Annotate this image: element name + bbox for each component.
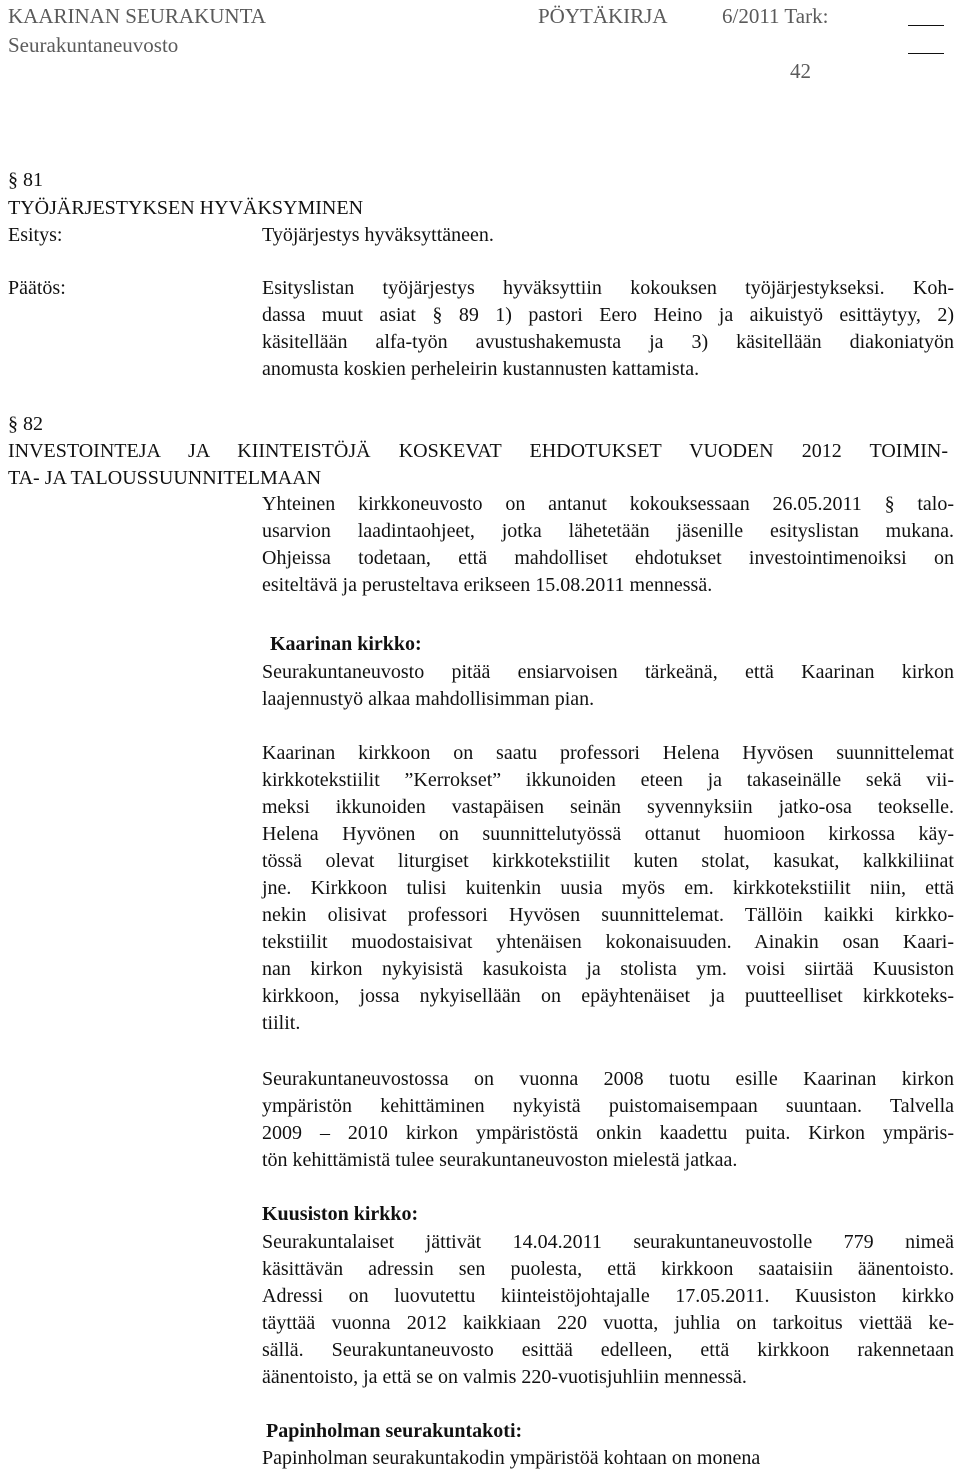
sec82-title-line: INVESTOINTEJA JA KIINTEISTÖJÄ KOSKEVAT EHDOTUKSET VUODEN 2012 TOIMIN- [8,440,948,462]
kaarinan-p2-line: Helena Hyvönen on suunnittelutyössä ottanut huomioon kirkossa käy- [262,823,954,845]
kuusiston-heading: Kuusiston kirkko: [262,1203,419,1225]
kaarinan-p3-line: tön kehittämistä tulee seurakuntaneuvoston mielestä jatkaa. [262,1149,738,1171]
sec81-paatos-text [262,275,954,383]
kaarinan-p3-line: ympäristön kehittäminen nykyistä puistomaisempaan suuntaan. Talvella [262,1095,954,1117]
kaarinan-p3 [262,1066,954,1174]
header-org: KAARINAN SEURAKUNTA [8,4,266,28]
kuusiston-line: Adressi on luovutettu kiinteistöjohtajalle 17.05.2011. Kuusiston kirkko [262,1285,954,1307]
kaarinan-p3-line: Seurakuntaneuvostossa on vuonna 2008 tuotu esille Kaarinan kirkon [262,1068,954,1090]
kaarinan-p2-line: tekstiilit muodostaisivat yhtenäisen kokonaisuuden. Ainakin osan Kaari- [262,931,954,953]
intro-line: Yhteinen kirkkoneuvosto on antanut kokouksessaan 26.05.2011 § talo- [262,493,954,515]
header-second-line [908,53,944,54]
kaarinan-heading: Kaarinan kirkko: [270,633,422,655]
kaarinan-p1-line: Seurakuntaneuvosto pitää ensiarvoisen tärkeänä, että Kaarinan kirkon [262,661,954,683]
sec81-esitys-text: Työjärjestys hyväksyttäneen. [262,224,494,246]
kaarinan-p2-line: tiilit. [262,1012,301,1034]
kaarinan-p2-line: nan kirkon nykyisistä kasukoista ja stolista ym. voisi siirtää Kuusiston [262,958,954,980]
kuusiston-line: sällä. Seurakuntaneuvosto esittää edelleen, että kirkkoon rakennetaan [262,1339,954,1361]
section-sign: § [8,169,18,191]
sec81-paatos-label: Päätös: [8,277,66,299]
kaarinan-p3-line: 2009 – 2010 kirkon ympäristöstä onkin kaadettu puita. Kirkon ympäris- [262,1122,954,1144]
sec81-title: TYÖJÄRJESTYKSEN HYVÄKSYMINEN [8,197,364,219]
sec82-intro [262,491,954,599]
papinholma-line: Papinholman seurakuntakodin ympäristöä kohtaan on monena [262,1447,761,1469]
papinholma-heading: Papinholman seurakuntakoti: [266,1420,523,1442]
sec82-title-line: TA- JA TALOUSSUUNNITELMAAN [8,467,322,489]
kuusiston-line: äänentoisto, ja että se on valmis 220-vuotisjuhliin mennessä. [262,1366,747,1388]
kaarinan-p2-line: Kaarinan kirkkoon on saatu professori Helena Hyvösen suunnittelemat [262,742,954,764]
paatos-line: Esityslistan työjärjestys hyväksyttiin kokouksen työjärjestykseksi. Koh- [262,277,954,299]
page-number: 42 [790,59,811,83]
header-doc-type: PÖYTÄKIRJA [538,4,668,28]
kaarinan-p1-line: laajennustyö alkaa mahdollisimman pian. [262,688,595,710]
kuusiston-p1 [262,1229,954,1391]
header-body: Seurakuntaneuvosto [8,33,179,57]
kaarinan-p2-line: kirkkoon, jossa nykyisellään on epäyhtenäiset ja puutteelliset kirkkoteks- [262,985,954,1007]
sec82-number-row [8,411,43,438]
kaarinan-p2-line: jne. Kirkkoon tulisi kuitenkin uusia myös em. kirkkotekstiilit niin, että [262,877,954,899]
sec81-number-row [8,167,43,194]
paatos-line: käsitellään alfa-työn avustushakemusta ja 3) käsitellään diakoniatyön [262,331,954,353]
sec82-number: 82 [23,413,43,435]
header-number: 6/2011 Tark: [722,4,829,28]
intro-line: Ohjeissa todetaan, että mahdolliset ehdotukset investointimenoiksi on [262,547,954,569]
kuusiston-line: Seurakuntalaiset jättivät 14.04.2011 seurakuntaneuvostolle 779 nimeä [262,1231,954,1253]
kaarinan-p1 [262,659,954,713]
kuusiston-line: täyttää vuonna 2012 kaikkiaan 220 vuotta, juhlia on tarkoitus viettää ke- [262,1312,954,1334]
kaarinan-p2-line: nekin olisivat professori Hyvösen suunnittelemat. Tällöin kaikki kirkko- [262,904,954,926]
paatos-line: dassa muut asiat § 89 1) pastori Eero Heino ja aikuistyö esittäytyy, 2) [262,304,954,326]
kuusiston-line: käsittävän adressin sen puolesta, että kirkkoon saataisiin äänentoisto. [262,1258,954,1280]
sec81-number: 81 [23,169,43,191]
sec81-esitys-label: Esitys: [8,224,63,246]
section-sign: § [8,413,18,435]
kaarinan-p2-line: kirkkotekstiilit ”Kerrokset” ikkunoiden eteen ja takaseinälle sekä vii- [262,769,954,791]
kaarinan-p2-line: tössä olevat liturgiset kirkkotekstiilit kuten stolat, kasukat, kalkkiliinat [262,850,954,872]
paatos-line: anomusta koskien perheleirin kustannusten kattamista. [262,358,700,380]
header-tark-line [908,25,944,26]
kaarinan-p2 [262,740,954,1037]
sec82-title [8,438,948,492]
kaarinan-p2-line: meksi ikkunoiden vastapäisen seinän syvennyksiin jatko-osa teokselle. [262,796,954,818]
intro-line: esiteltävä ja perusteltava erikseen 15.08.2011 mennessä. [262,574,713,596]
intro-line: usarvion laadintaohjeet, jotka lähetetään jäsenille esityslistan mukana. [262,520,954,542]
